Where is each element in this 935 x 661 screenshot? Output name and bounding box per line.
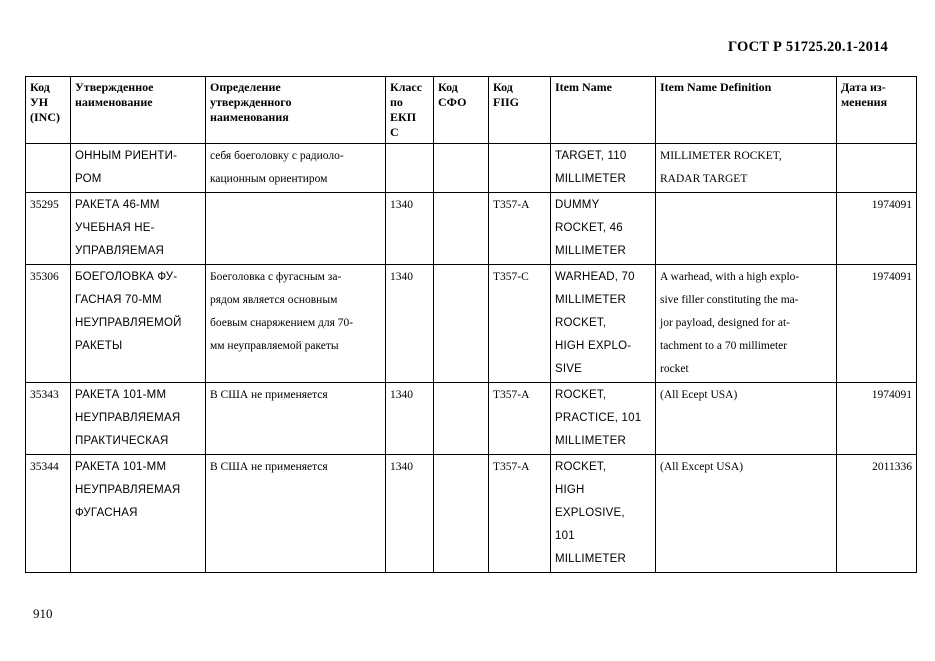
item-definition-cell — [656, 144, 837, 193]
inc-cell: 35344 — [26, 455, 71, 573]
item-name-cell — [551, 265, 656, 383]
column-header-definition — [206, 77, 386, 144]
page-number: 910 — [33, 606, 53, 621]
cell-line: SIVE — [555, 363, 583, 375]
column-header-line: Item Name Definition — [660, 80, 772, 94]
table-body — [26, 144, 917, 573]
cell-line: РАКЕТА 46-ММ — [75, 199, 160, 211]
item-name-cell — [551, 193, 656, 265]
item-definition-cell — [656, 455, 837, 573]
column-header-fiig — [489, 77, 551, 144]
class-cell — [386, 144, 434, 193]
column-header-line: FIIG — [493, 95, 520, 109]
cell-line: ROCKET, — [555, 389, 607, 401]
column-header-line: утвержденного — [210, 95, 292, 109]
date-cell: 2011336 — [837, 455, 917, 573]
cell-line: WARHEAD, 70 — [555, 271, 635, 283]
cell-line: jor payload, designed for at- — [660, 317, 790, 329]
item-name-cell — [551, 455, 656, 573]
definition-cell — [206, 265, 386, 383]
cell-line: MILLIMETER — [555, 435, 627, 447]
fiig-cell: T357-A — [489, 455, 551, 573]
column-header-line: Определение — [210, 80, 281, 94]
item-name-cell — [551, 383, 656, 455]
column-header-line: Код — [438, 80, 458, 94]
cell-line: HIGH EXPLO- — [555, 340, 632, 352]
fiig-cell: T357-A — [489, 193, 551, 265]
cell-line: РОМ — [75, 173, 102, 185]
inc-cell: 35306 — [26, 265, 71, 383]
column-header-item-def — [656, 77, 837, 144]
column-header-line: С — [390, 125, 399, 139]
column-header-line: Код — [493, 80, 513, 94]
column-header-sfo — [434, 77, 489, 144]
name-cell — [71, 265, 206, 383]
column-header-line: наименование — [75, 95, 153, 109]
cell-line: ROCKET, — [555, 317, 607, 329]
cell-line: ROCKET, — [555, 461, 607, 473]
sfo-cell — [434, 265, 489, 383]
cell-line: ФУГАСНАЯ — [75, 507, 138, 519]
definition-cell — [206, 455, 386, 573]
cell-line: мм неуправляемой ракеты — [210, 340, 339, 352]
cell-line: кационным ориентиром — [210, 173, 328, 185]
cell-line: MILLIMETER — [555, 245, 627, 257]
date-cell: 1974091 — [837, 383, 917, 455]
column-header-line: Класс — [390, 80, 423, 94]
column-header-date — [837, 77, 917, 144]
cell-line: EXPLOSIVE, — [555, 507, 625, 519]
inc-cell: 35295 — [26, 193, 71, 265]
cell-line: MILLIMETER ROCKET, — [660, 150, 782, 162]
table-row — [26, 265, 917, 383]
class-cell: 1340 — [386, 383, 434, 455]
date-cell: 1974091 — [837, 265, 917, 383]
cell-line: (All Ecept USA) — [660, 389, 738, 401]
sfo-cell — [434, 144, 489, 193]
item-definition-cell — [656, 193, 837, 265]
classification-table — [25, 76, 917, 573]
column-header-line: наименования — [210, 110, 289, 124]
cell-line: ОННЫМ РИЕНТИ- — [75, 150, 178, 162]
cell-line: РАКЕТЫ — [75, 340, 123, 352]
cell-line: НЕУПРАВЛЯЕМОЙ — [75, 317, 182, 329]
inc-cell — [26, 144, 71, 193]
sfo-cell — [434, 193, 489, 265]
inc-cell: 35343 — [26, 383, 71, 455]
column-header-line: Код — [30, 80, 50, 94]
cell-line: MILLIMETER — [555, 294, 627, 306]
cell-line: рядом является основным — [210, 294, 338, 306]
definition-cell — [206, 193, 386, 265]
column-header-line: СФО — [438, 95, 467, 109]
fiig-cell — [489, 144, 551, 193]
cell-line: УПРАВЛЯЕМАЯ — [75, 245, 164, 257]
definition-cell — [206, 383, 386, 455]
column-header-line: по — [390, 95, 403, 109]
cell-line: PRACTICE, 101 — [555, 412, 642, 424]
cell-line: RADAR TARGET — [660, 173, 748, 185]
cell-line: БОЕГОЛОВКА ФУ- — [75, 271, 178, 283]
name-cell — [71, 144, 206, 193]
table-row — [26, 455, 917, 573]
column-header-line: Item Name — [555, 80, 612, 94]
cell-line: DUMMY — [555, 199, 600, 211]
cell-line: себя боеголовку с радиоло- — [210, 150, 344, 162]
column-header-item-name — [551, 77, 656, 144]
cell-line: sive filler constituting the ma- — [660, 294, 799, 306]
cell-line: боевым снаряжением для 70- — [210, 317, 354, 329]
class-cell: 1340 — [386, 265, 434, 383]
column-header-line: УН — [30, 95, 49, 109]
cell-line: УЧЕБНАЯ НЕ- — [75, 222, 155, 234]
cell-line: tachment to a 70 millimeter — [660, 340, 788, 352]
cell-line: В США не применяется — [210, 389, 328, 401]
column-header-inc — [26, 77, 71, 144]
item-definition-cell — [656, 383, 837, 455]
column-header-name — [71, 77, 206, 144]
sfo-cell — [434, 383, 489, 455]
cell-line: ROCKET, 46 — [555, 222, 623, 234]
sfo-cell — [434, 455, 489, 573]
table-row — [26, 383, 917, 455]
fiig-cell: T357-C — [489, 265, 551, 383]
item-name-cell — [551, 144, 656, 193]
cell-line: ПРАКТИЧЕСКАЯ — [75, 435, 169, 447]
column-header-class — [386, 77, 434, 144]
column-header-line: (INC) — [30, 110, 60, 124]
cell-line: HIGH — [555, 484, 585, 496]
name-cell — [71, 455, 206, 573]
table-row — [26, 193, 917, 265]
cell-line: 101 — [555, 530, 575, 542]
date-cell — [837, 144, 917, 193]
cell-line: Боеголовка с фугасным за- — [210, 271, 342, 283]
cell-line: РАКЕТА 101-ММ — [75, 389, 167, 401]
document-header: ГОСТ Р 51725.20.1-2014 — [727, 39, 888, 55]
cell-line: A warhead, with a high explo- — [660, 271, 800, 283]
cell-line: В США не применяется — [210, 461, 328, 473]
class-cell: 1340 — [386, 193, 434, 265]
cell-line: rocket — [660, 363, 689, 375]
table-row — [26, 144, 917, 193]
item-definition-cell — [656, 265, 837, 383]
class-cell: 1340 — [386, 455, 434, 573]
cell-line: MILLIMETER — [555, 173, 627, 185]
cell-line: НЕУПРАВЛЯЕМАЯ — [75, 484, 181, 496]
name-cell — [71, 193, 206, 265]
cell-line: РАКЕТА 101-ММ — [75, 461, 167, 473]
name-cell — [71, 383, 206, 455]
table-header-row — [26, 77, 917, 144]
cell-line: НЕУПРАВЛЯЕМАЯ — [75, 412, 181, 424]
column-header-line: Дата из- — [841, 80, 886, 94]
date-cell: 1974091 — [837, 193, 917, 265]
definition-cell — [206, 144, 386, 193]
cell-line: (All Except USA) — [660, 461, 744, 473]
cell-line: MILLIMETER — [555, 553, 627, 565]
cell-line: TARGET, 110 — [555, 150, 627, 162]
cell-line: ГАСНАЯ 70-ММ — [75, 294, 162, 306]
fiig-cell: T357-A — [489, 383, 551, 455]
column-header-line: ЕКП — [390, 110, 417, 124]
column-header-line: Утвержденное — [75, 80, 154, 94]
column-header-line: менения — [841, 95, 888, 109]
